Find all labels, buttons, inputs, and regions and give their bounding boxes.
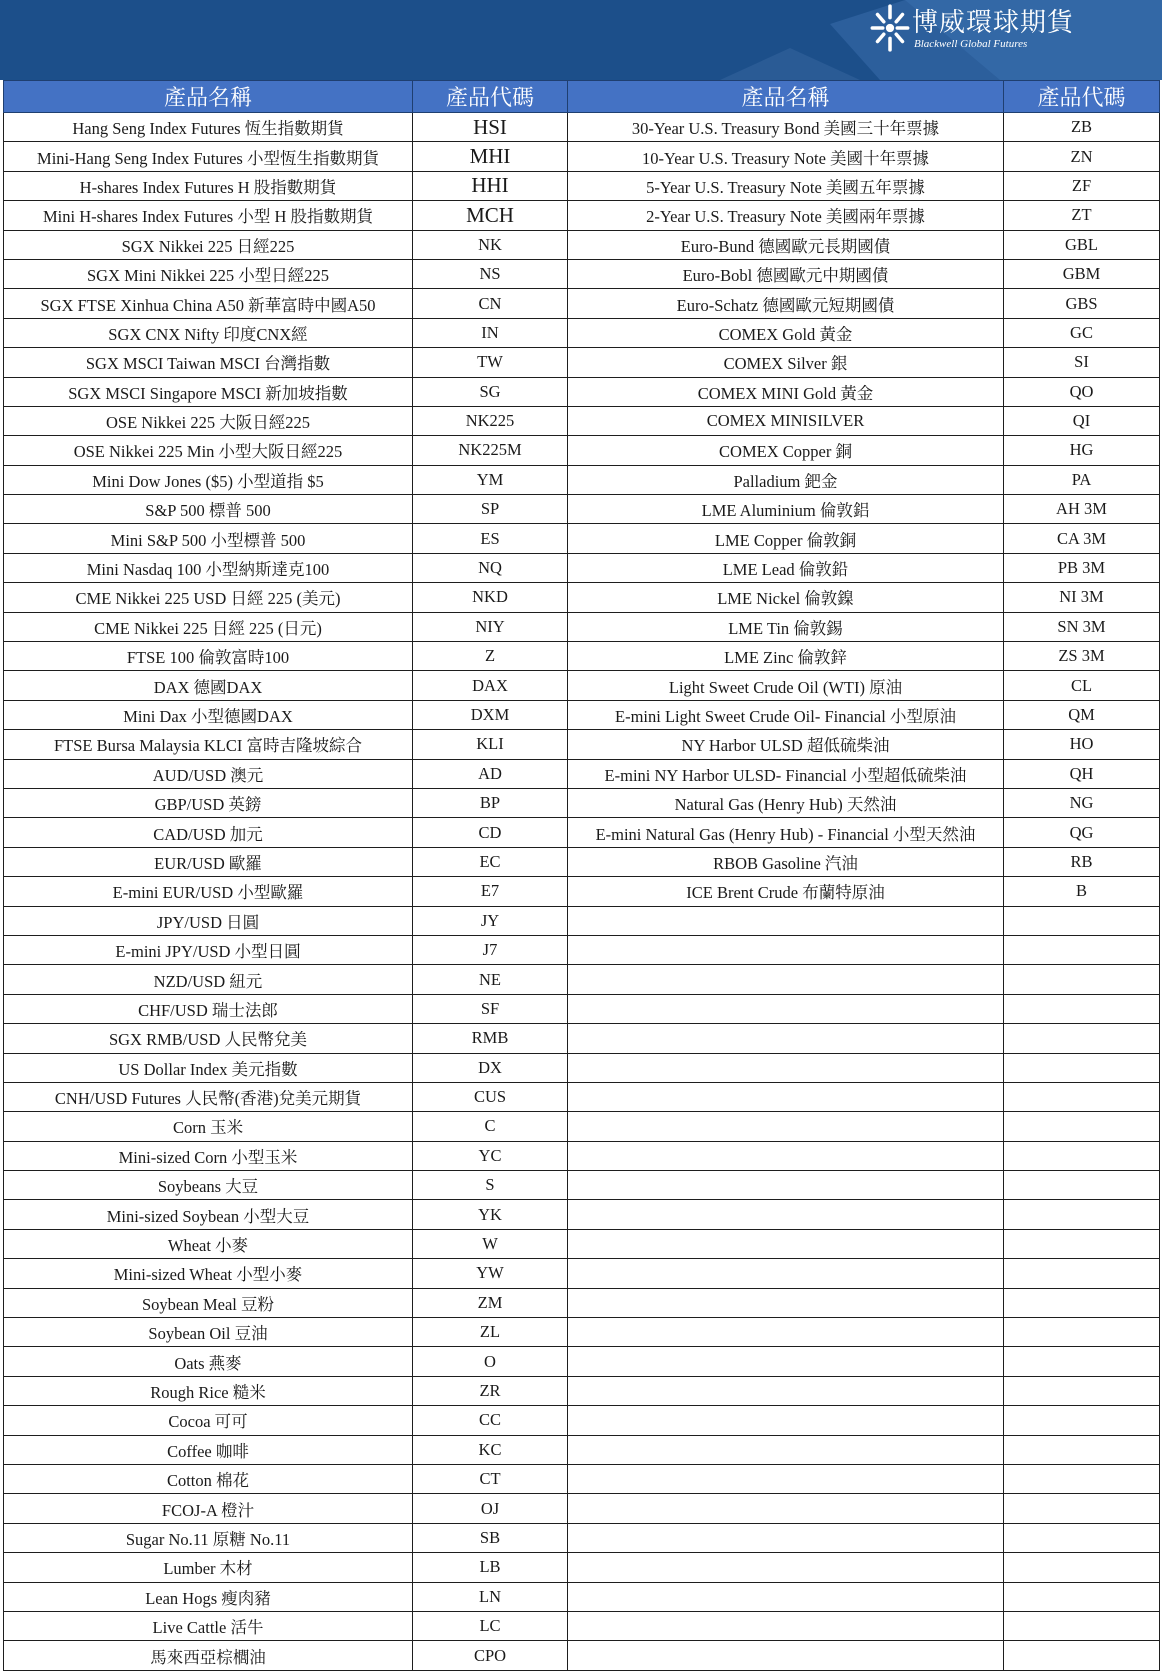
product-name-left: Sugar No.11 原糖 No.11 bbox=[4, 1523, 413, 1552]
table-row bbox=[4, 671, 1160, 700]
product-name-left: Soybean Oil 豆油 bbox=[4, 1318, 413, 1347]
product-name-right bbox=[568, 1259, 1004, 1288]
table-row bbox=[4, 1288, 1160, 1317]
product-code-left: J7 bbox=[413, 935, 568, 964]
product-name-left: SGX RMB/USD 人民幣兌美 bbox=[4, 1024, 413, 1053]
table-row bbox=[4, 1406, 1160, 1435]
product-name-right: Palladium 鈀金 bbox=[568, 465, 1004, 494]
product-code-left: MCH bbox=[413, 201, 568, 230]
product-name-left: Mini Dax 小型德國DAX bbox=[4, 700, 413, 729]
product-name-left: SGX MSCI Singapore MSCI 新加坡指數 bbox=[4, 377, 413, 406]
product-name-left: SGX Nikkei 225 日經225 bbox=[4, 230, 413, 259]
product-code-left: NK bbox=[413, 230, 568, 259]
brand-name-en: Blackwell Global Futures bbox=[914, 38, 1028, 50]
product-code-left: ES bbox=[413, 524, 568, 553]
product-name-right bbox=[568, 1141, 1004, 1170]
product-code-left: MHI bbox=[413, 142, 568, 171]
product-code-left: SG bbox=[413, 377, 568, 406]
table-row bbox=[4, 465, 1160, 494]
product-code-left: DAX bbox=[413, 671, 568, 700]
product-name-right: LME Tin 倫敦錫 bbox=[568, 612, 1004, 641]
product-name-left: SGX Mini Nikkei 225 小型日經225 bbox=[4, 259, 413, 288]
product-name-right: LME Copper 倫敦銅 bbox=[568, 524, 1004, 553]
product-code-right: GBL bbox=[1004, 230, 1160, 259]
table-row bbox=[4, 436, 1160, 465]
table-row bbox=[4, 1435, 1160, 1464]
product-name-right bbox=[568, 1347, 1004, 1376]
product-code-left: HHI bbox=[413, 171, 568, 200]
product-name-right: E-mini NY Harbor ULSD- Financial 小型超低硫柴油 bbox=[568, 759, 1004, 788]
product-name-left: Mini-sized Corn 小型玉米 bbox=[4, 1141, 413, 1170]
product-name-right bbox=[568, 1024, 1004, 1053]
product-name-right: LME Lead 倫敦鉛 bbox=[568, 553, 1004, 582]
product-code-right bbox=[1004, 1406, 1160, 1435]
product-name-left: CME Nikkei 225 USD 日經 225 (美元) bbox=[4, 583, 413, 612]
product-name-left: Soybeans 大豆 bbox=[4, 1171, 413, 1200]
product-code-right bbox=[1004, 1553, 1160, 1582]
product-name-right bbox=[568, 1464, 1004, 1493]
table-row bbox=[4, 877, 1160, 906]
table-row bbox=[4, 1171, 1160, 1200]
product-name-right bbox=[568, 1053, 1004, 1082]
table-row bbox=[4, 1611, 1160, 1640]
product-name-left: Soybean Meal 豆粉 bbox=[4, 1288, 413, 1317]
product-name-right: COMEX MINISILVER bbox=[568, 406, 1004, 435]
product-name-right: LME Nickel 倫敦鎳 bbox=[568, 583, 1004, 612]
product-name-left: Mini S&P 500 小型標普 500 bbox=[4, 524, 413, 553]
product-name-left: CAD/USD 加元 bbox=[4, 818, 413, 847]
product-code-right bbox=[1004, 1641, 1160, 1670]
product-code-right bbox=[1004, 1494, 1160, 1523]
product-code-left: W bbox=[413, 1229, 568, 1258]
product-code-left: LC bbox=[413, 1611, 568, 1640]
product-code-right bbox=[1004, 994, 1160, 1023]
product-name-left: Mini H-shares Index Futures 小型 H 股指數期貨 bbox=[4, 201, 413, 230]
product-name-left: GBP/USD 英鎊 bbox=[4, 788, 413, 817]
product-code-right: GBM bbox=[1004, 259, 1160, 288]
product-code-left: CC bbox=[413, 1406, 568, 1435]
table-header-row bbox=[4, 81, 1160, 113]
product-code-left: YC bbox=[413, 1141, 568, 1170]
product-code-left: CPO bbox=[413, 1641, 568, 1670]
product-name-left: Live Cattle 活牛 bbox=[4, 1611, 413, 1640]
product-code-left: SB bbox=[413, 1523, 568, 1552]
header-product-name: 產品名稱 bbox=[4, 81, 413, 113]
product-name-right bbox=[568, 965, 1004, 994]
product-code-left: ZR bbox=[413, 1376, 568, 1405]
product-code-right: CL bbox=[1004, 671, 1160, 700]
product-code-right bbox=[1004, 1347, 1160, 1376]
product-code-right bbox=[1004, 1141, 1160, 1170]
product-name-right bbox=[568, 1553, 1004, 1582]
table-row bbox=[4, 171, 1160, 200]
product-code-right: ZN bbox=[1004, 142, 1160, 171]
product-name-right: E-mini Light Sweet Crude Oil- Financial 小型原油 bbox=[568, 700, 1004, 729]
product-name-right: E-mini Natural Gas (Henry Hub) - Financial 小型天然油 bbox=[568, 818, 1004, 847]
product-code-right: RB bbox=[1004, 847, 1160, 876]
product-code-left: NK225 bbox=[413, 406, 568, 435]
product-code-left: AD bbox=[413, 759, 568, 788]
product-code-right: NG bbox=[1004, 788, 1160, 817]
product-code-left: NK225M bbox=[413, 436, 568, 465]
table-row bbox=[4, 142, 1160, 171]
table-row bbox=[4, 1141, 1160, 1170]
product-code-right: ZF bbox=[1004, 171, 1160, 200]
product-code-right bbox=[1004, 1288, 1160, 1317]
table-row bbox=[4, 1112, 1160, 1141]
brand-name-zh: 博威環球期貨 bbox=[912, 8, 1075, 38]
product-name-left: Coffee 咖啡 bbox=[4, 1435, 413, 1464]
table-row bbox=[4, 1494, 1160, 1523]
product-code-left: JY bbox=[413, 906, 568, 935]
table-row bbox=[4, 583, 1160, 612]
product-name-left: CHF/USD 瑞士法郎 bbox=[4, 994, 413, 1023]
product-code-right: ZS 3M bbox=[1004, 642, 1160, 671]
product-code-right: QO bbox=[1004, 377, 1160, 406]
product-code-left: YM bbox=[413, 465, 568, 494]
product-code-right: PA bbox=[1004, 465, 1160, 494]
product-name-right bbox=[568, 1494, 1004, 1523]
product-name-right: LME Aluminium 倫敦鋁 bbox=[568, 495, 1004, 524]
product-code-right bbox=[1004, 1259, 1160, 1288]
product-code-left: DX bbox=[413, 1053, 568, 1082]
table-row bbox=[4, 1641, 1160, 1670]
product-name-left: NZD/USD 紐元 bbox=[4, 965, 413, 994]
product-name-right bbox=[568, 1523, 1004, 1552]
table-row bbox=[4, 1200, 1160, 1229]
table-row bbox=[4, 1523, 1160, 1552]
table-row bbox=[4, 1229, 1160, 1258]
product-name-left: Lean Hogs 瘦肉豬 bbox=[4, 1582, 413, 1611]
table-row bbox=[4, 906, 1160, 935]
product-code-right: NI 3M bbox=[1004, 583, 1160, 612]
product-name-left: H-shares Index Futures H 股指數期貨 bbox=[4, 171, 413, 200]
product-code-right: QG bbox=[1004, 818, 1160, 847]
product-code-left: YK bbox=[413, 1200, 568, 1229]
table-row bbox=[4, 113, 1160, 142]
product-code-left: LN bbox=[413, 1582, 568, 1611]
product-code-left: S bbox=[413, 1171, 568, 1200]
product-code-right: GBS bbox=[1004, 289, 1160, 318]
brand-logo bbox=[868, 2, 1118, 72]
product-name-left: DAX 德國DAX bbox=[4, 671, 413, 700]
product-name-right bbox=[568, 935, 1004, 964]
product-name-right bbox=[568, 906, 1004, 935]
product-code-right bbox=[1004, 1582, 1160, 1611]
product-code-right: ZB bbox=[1004, 113, 1160, 142]
product-name-left: Lumber 木材 bbox=[4, 1553, 413, 1582]
product-code-left: CUS bbox=[413, 1082, 568, 1111]
product-name-left: SGX MSCI Taiwan MSCI 台灣指數 bbox=[4, 348, 413, 377]
product-name-left: Corn 玉米 bbox=[4, 1112, 413, 1141]
product-name-left: FTSE Bursa Malaysia KLCI 富時吉隆坡綜合 bbox=[4, 730, 413, 759]
table-row bbox=[4, 788, 1160, 817]
table-row bbox=[4, 495, 1160, 524]
header-banner bbox=[0, 0, 1162, 80]
product-code-right: QM bbox=[1004, 700, 1160, 729]
header-product-code: 產品代碼 bbox=[1004, 81, 1160, 113]
product-name-right: COMEX Gold 黃金 bbox=[568, 318, 1004, 347]
table-row bbox=[4, 612, 1160, 641]
product-name-left: CNH/USD Futures 人民幣(香港)兌美元期貨 bbox=[4, 1082, 413, 1111]
product-name-left: CME Nikkei 225 日經 225 (日元) bbox=[4, 612, 413, 641]
table-row bbox=[4, 318, 1160, 347]
product-code-right: SI bbox=[1004, 348, 1160, 377]
product-name-left: SGX CNX Nifty 印度CNX經 bbox=[4, 318, 413, 347]
product-name-left: Rough Rice 糙米 bbox=[4, 1376, 413, 1405]
product-code-right: SN 3M bbox=[1004, 612, 1160, 641]
product-name-left: FCOJ-A 橙汁 bbox=[4, 1494, 413, 1523]
table-row bbox=[4, 1376, 1160, 1405]
product-code-right: PB 3M bbox=[1004, 553, 1160, 582]
product-code-left: DXM bbox=[413, 700, 568, 729]
table-row bbox=[4, 642, 1160, 671]
product-code-right: HG bbox=[1004, 436, 1160, 465]
table-row bbox=[4, 935, 1160, 964]
product-code-left: IN bbox=[413, 318, 568, 347]
product-name-right: Natural Gas (Henry Hub) 天然油 bbox=[568, 788, 1004, 817]
table-row bbox=[4, 348, 1160, 377]
product-code-right bbox=[1004, 1318, 1160, 1347]
table-row bbox=[4, 759, 1160, 788]
product-name-right: COMEX Copper 銅 bbox=[568, 436, 1004, 465]
product-code-left: RMB bbox=[413, 1024, 568, 1053]
table-row bbox=[4, 1347, 1160, 1376]
product-name-left: OSE Nikkei 225 Min 小型大阪日經225 bbox=[4, 436, 413, 465]
product-code-right bbox=[1004, 965, 1160, 994]
product-name-right: 5-Year U.S. Treasury Note 美國五年票據 bbox=[568, 171, 1004, 200]
product-name-left: Oats 燕麥 bbox=[4, 1347, 413, 1376]
product-code-right bbox=[1004, 1200, 1160, 1229]
product-name-left: Cotton 棉花 bbox=[4, 1464, 413, 1493]
product-name-left: E-mini EUR/USD 小型歐羅 bbox=[4, 877, 413, 906]
product-name-left: Mini-sized Wheat 小型小麥 bbox=[4, 1259, 413, 1288]
table-row bbox=[4, 1024, 1160, 1053]
product-code-left: HSI bbox=[413, 113, 568, 142]
product-name-right bbox=[568, 1582, 1004, 1611]
table-row bbox=[4, 377, 1160, 406]
table-row bbox=[4, 818, 1160, 847]
table-row bbox=[4, 1053, 1160, 1082]
product-name-right: Euro-Bobl 德國歐元中期國債 bbox=[568, 259, 1004, 288]
product-name-right: ICE Brent Crude 布蘭特原油 bbox=[568, 877, 1004, 906]
product-name-right bbox=[568, 1288, 1004, 1317]
product-code-right bbox=[1004, 1376, 1160, 1405]
product-name-right bbox=[568, 1200, 1004, 1229]
product-code-left: TW bbox=[413, 348, 568, 377]
product-name-right bbox=[568, 1171, 1004, 1200]
header-product-name: 產品名稱 bbox=[568, 81, 1004, 113]
product-code-left: OJ bbox=[413, 1494, 568, 1523]
product-code-right bbox=[1004, 1024, 1160, 1053]
product-code-left: NIY bbox=[413, 612, 568, 641]
product-code-right bbox=[1004, 1082, 1160, 1111]
table-row bbox=[4, 406, 1160, 435]
product-name-right bbox=[568, 1082, 1004, 1111]
product-name-right bbox=[568, 1229, 1004, 1258]
product-code-right: B bbox=[1004, 877, 1160, 906]
product-name-left: US Dollar Index 美元指數 bbox=[4, 1053, 413, 1082]
table-row bbox=[4, 1553, 1160, 1582]
product-code-right: CA 3M bbox=[1004, 524, 1160, 553]
table-row bbox=[4, 1582, 1160, 1611]
product-name-left: OSE Nikkei 225 大阪日經225 bbox=[4, 406, 413, 435]
product-code-right: ZT bbox=[1004, 201, 1160, 230]
product-name-right: COMEX Silver 銀 bbox=[568, 348, 1004, 377]
table-row bbox=[4, 700, 1160, 729]
product-code-left: CT bbox=[413, 1464, 568, 1493]
product-code-left: O bbox=[413, 1347, 568, 1376]
product-name-left: AUD/USD 澳元 bbox=[4, 759, 413, 788]
product-name-right bbox=[568, 1376, 1004, 1405]
product-name-right bbox=[568, 1112, 1004, 1141]
product-name-left: E-mini JPY/USD 小型日圓 bbox=[4, 935, 413, 964]
sunburst-logo-icon bbox=[868, 2, 912, 54]
product-code-right: QH bbox=[1004, 759, 1160, 788]
product-name-right: Light Sweet Crude Oil (WTI) 原油 bbox=[568, 671, 1004, 700]
product-name-right bbox=[568, 1611, 1004, 1640]
product-code-right bbox=[1004, 1229, 1160, 1258]
product-code-right: HO bbox=[1004, 730, 1160, 759]
product-code-left: NS bbox=[413, 259, 568, 288]
product-name-left: Mini Nasdaq 100 小型納斯達克100 bbox=[4, 553, 413, 582]
product-code-right: QI bbox=[1004, 406, 1160, 435]
product-code-left: ZM bbox=[413, 1288, 568, 1317]
product-code-right bbox=[1004, 1464, 1160, 1493]
product-code-right bbox=[1004, 935, 1160, 964]
product-code-right bbox=[1004, 1435, 1160, 1464]
product-code-left: Z bbox=[413, 642, 568, 671]
product-code-left: C bbox=[413, 1112, 568, 1141]
product-name-left: SGX FTSE Xinhua China A50 新華富時中國A50 bbox=[4, 289, 413, 318]
table-row bbox=[4, 259, 1160, 288]
product-name-right: NY Harbor ULSD 超低硫柴油 bbox=[568, 730, 1004, 759]
product-name-right: 2-Year U.S. Treasury Note 美國兩年票據 bbox=[568, 201, 1004, 230]
table-row bbox=[4, 994, 1160, 1023]
product-name-right: 30-Year U.S. Treasury Bond 美國三十年票據 bbox=[568, 113, 1004, 142]
product-name-left: FTSE 100 倫敦富時100 bbox=[4, 642, 413, 671]
product-code-left: CD bbox=[413, 818, 568, 847]
futures-product-table bbox=[3, 80, 1160, 1671]
table-row bbox=[4, 1082, 1160, 1111]
product-name-left: Mini-Hang Seng Index Futures 小型恆生指數期貨 bbox=[4, 142, 413, 171]
product-code-right: AH 3M bbox=[1004, 495, 1160, 524]
product-name-right bbox=[568, 1435, 1004, 1464]
product-name-right: Euro-Bund 德國歐元長期國債 bbox=[568, 230, 1004, 259]
product-name-left: S&P 500 標普 500 bbox=[4, 495, 413, 524]
product-code-left: BP bbox=[413, 788, 568, 817]
product-name-left: Mini Dow Jones ($5) 小型道指 $5 bbox=[4, 465, 413, 494]
table-row bbox=[4, 524, 1160, 553]
product-code-right: GC bbox=[1004, 318, 1160, 347]
product-code-right bbox=[1004, 1171, 1160, 1200]
product-code-left: NQ bbox=[413, 553, 568, 582]
product-code-left: NKD bbox=[413, 583, 568, 612]
product-name-right: LME Zinc 倫敦鋅 bbox=[568, 642, 1004, 671]
product-name-right bbox=[568, 1318, 1004, 1347]
table-row bbox=[4, 553, 1160, 582]
product-code-right bbox=[1004, 1611, 1160, 1640]
product-code-left: LB bbox=[413, 1553, 568, 1582]
product-code-right bbox=[1004, 1112, 1160, 1141]
table-row bbox=[4, 847, 1160, 876]
table-row bbox=[4, 289, 1160, 318]
product-name-right: RBOB Gasoline 汽油 bbox=[568, 847, 1004, 876]
product-name-left: Mini-sized Soybean 小型大豆 bbox=[4, 1200, 413, 1229]
product-name-left: Wheat 小麥 bbox=[4, 1229, 413, 1258]
product-code-left: EC bbox=[413, 847, 568, 876]
product-name-right bbox=[568, 1641, 1004, 1670]
product-code-right bbox=[1004, 1053, 1160, 1082]
table-row bbox=[4, 1464, 1160, 1493]
product-name-right bbox=[568, 994, 1004, 1023]
product-code-left: E7 bbox=[413, 877, 568, 906]
table-row bbox=[4, 230, 1160, 259]
product-code-right bbox=[1004, 1523, 1160, 1552]
product-name-left: JPY/USD 日圓 bbox=[4, 906, 413, 935]
header-product-code: 產品代碼 bbox=[413, 81, 568, 113]
product-name-right: 10-Year U.S. Treasury Note 美國十年票據 bbox=[568, 142, 1004, 171]
product-name-left: Cocoa 可可 bbox=[4, 1406, 413, 1435]
product-name-left: EUR/USD 歐羅 bbox=[4, 847, 413, 876]
product-name-left: 馬來西亞棕櫚油 bbox=[4, 1641, 413, 1670]
product-code-left: ZL bbox=[413, 1318, 568, 1347]
product-code-left: SF bbox=[413, 994, 568, 1023]
product-code-left: CN bbox=[413, 289, 568, 318]
product-code-left: NE bbox=[413, 965, 568, 994]
table-row bbox=[4, 965, 1160, 994]
product-code-left: KLI bbox=[413, 730, 568, 759]
product-name-left: Hang Seng Index Futures 恆生指數期貨 bbox=[4, 113, 413, 142]
table-row bbox=[4, 1318, 1160, 1347]
table-row bbox=[4, 1259, 1160, 1288]
product-name-right: COMEX MINI Gold 黃金 bbox=[568, 377, 1004, 406]
table-row bbox=[4, 730, 1160, 759]
product-code-left: YW bbox=[413, 1259, 568, 1288]
product-name-right: Euro-Schatz 德國歐元短期國債 bbox=[568, 289, 1004, 318]
table-row bbox=[4, 201, 1160, 230]
product-code-right bbox=[1004, 906, 1160, 935]
product-name-right bbox=[568, 1406, 1004, 1435]
product-code-left: KC bbox=[413, 1435, 568, 1464]
product-code-left: SP bbox=[413, 495, 568, 524]
